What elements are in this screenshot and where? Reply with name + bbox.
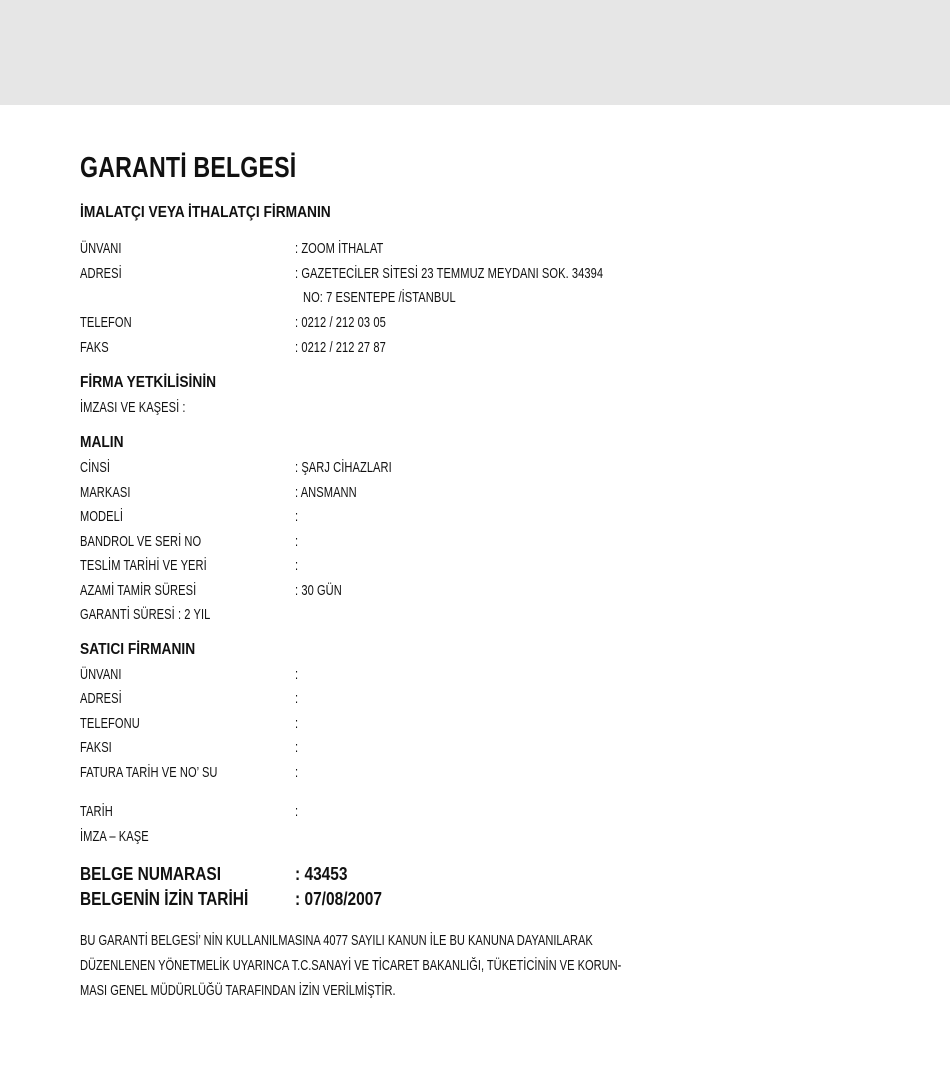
certificate-number-label: BELGE NUMARASI bbox=[80, 864, 222, 884]
product-brand-value: : ANSMANN bbox=[295, 484, 357, 501]
seller-invoice-label: FATURA TARİH VE NO’ SU bbox=[80, 764, 218, 781]
product-repair-label: AZAMİ TAMİR SÜRESİ bbox=[80, 582, 197, 599]
authority-heading: FİRMA YETKİLİSİNİN bbox=[80, 374, 217, 391]
date-label: TARİH bbox=[80, 803, 113, 820]
product-serial-label: BANDROL VE SERİ NO bbox=[80, 533, 202, 550]
authority-signature-line: İMZASI VE KAŞESİ : bbox=[80, 399, 186, 416]
product-brand-label: MARKASI bbox=[80, 484, 131, 501]
manufacturer-name-label: ÜNVANI bbox=[80, 240, 122, 257]
seller-name-label: ÜNVANI bbox=[80, 666, 122, 683]
legal-footer-line: BU GARANTİ BELGESİ’ NİN KULLANILMASINA 4077 SAYILI KANUN İLE BU KANUNA DAYANILARAK bbox=[80, 932, 593, 949]
legal-footer-paragraph bbox=[80, 928, 672, 1003]
product-model-label: MODELİ bbox=[80, 508, 124, 525]
product-delivery-label: TESLİM TARİHİ VE YERİ bbox=[80, 557, 207, 574]
seller-heading: SATICI FİRMANIN bbox=[80, 641, 196, 658]
manufacturer-address-label: ADRESİ bbox=[80, 265, 122, 282]
certificate-number-value: : 43453 bbox=[295, 864, 348, 884]
seller-fax-label: FAKSI bbox=[80, 739, 112, 756]
manufacturer-heading: İMALATÇI VEYA İTHALATÇI FİRMANIN bbox=[80, 204, 331, 221]
certificate-permit-date-value: : 07/08/2007 bbox=[295, 889, 382, 909]
date-value: : bbox=[295, 803, 299, 820]
legal-footer-line: DÜZENLENEN YÖNETMELİK UYARINCA T.C.SANAYİ VE TİCARET BAKANLIĞI, TÜKETİCİNİN VE KORUN- bbox=[80, 957, 622, 974]
manufacturer-address-value: : GAZETECİLER SİTESİ 23 TEMMUZ MEYDANI SOK. 34394 bbox=[295, 265, 604, 282]
seller-phone-value: : bbox=[295, 715, 299, 732]
seller-invoice-value: : bbox=[295, 764, 299, 781]
legal-footer-line: MASI GENEL MÜDÜRLÜĞÜ TARAFINDAN İZİN VERİLMİŞTİR. bbox=[80, 982, 396, 999]
manufacturer-phone-label: TELEFON bbox=[80, 314, 132, 331]
top-header-band bbox=[0, 0, 950, 105]
manufacturer-phone-value: : 0212 / 212 03 05 bbox=[295, 314, 386, 331]
manufacturer-address-value-line2: NO: 7 ESENTEPE /İSTANBUL bbox=[303, 289, 456, 306]
product-repair-value: : 30 GÜN bbox=[295, 582, 342, 599]
seller-phone-label: TELEFONU bbox=[80, 715, 140, 732]
certificate-permit-date-label: BELGENİN İZİN TARİHİ bbox=[80, 889, 249, 909]
product-serial-value: : bbox=[295, 533, 299, 550]
product-heading: MALIN bbox=[80, 434, 124, 451]
seller-address-label: ADRESİ bbox=[80, 690, 122, 707]
product-type-label: CİNSİ bbox=[80, 459, 110, 476]
product-type-value: : ŞARJ CİHAZLARI bbox=[295, 459, 392, 476]
product-model-value: : bbox=[295, 508, 299, 525]
warranty-period-line: GARANTİ SÜRESİ : 2 YIL bbox=[80, 606, 211, 623]
product-delivery-value: : bbox=[295, 557, 299, 574]
seller-fax-value: : bbox=[295, 739, 299, 756]
manufacturer-fax-value: : 0212 / 212 27 87 bbox=[295, 339, 386, 356]
seller-address-value: : bbox=[295, 690, 299, 707]
page-title: GARANTİ BELGESİ bbox=[80, 152, 297, 184]
seller-name-value: : bbox=[295, 666, 299, 683]
manufacturer-name-value: : ZOOM İTHALAT bbox=[295, 240, 384, 257]
manufacturer-fax-label: FAKS bbox=[80, 339, 109, 356]
signature-stamp-label: İMZA – KAŞE bbox=[80, 828, 149, 845]
